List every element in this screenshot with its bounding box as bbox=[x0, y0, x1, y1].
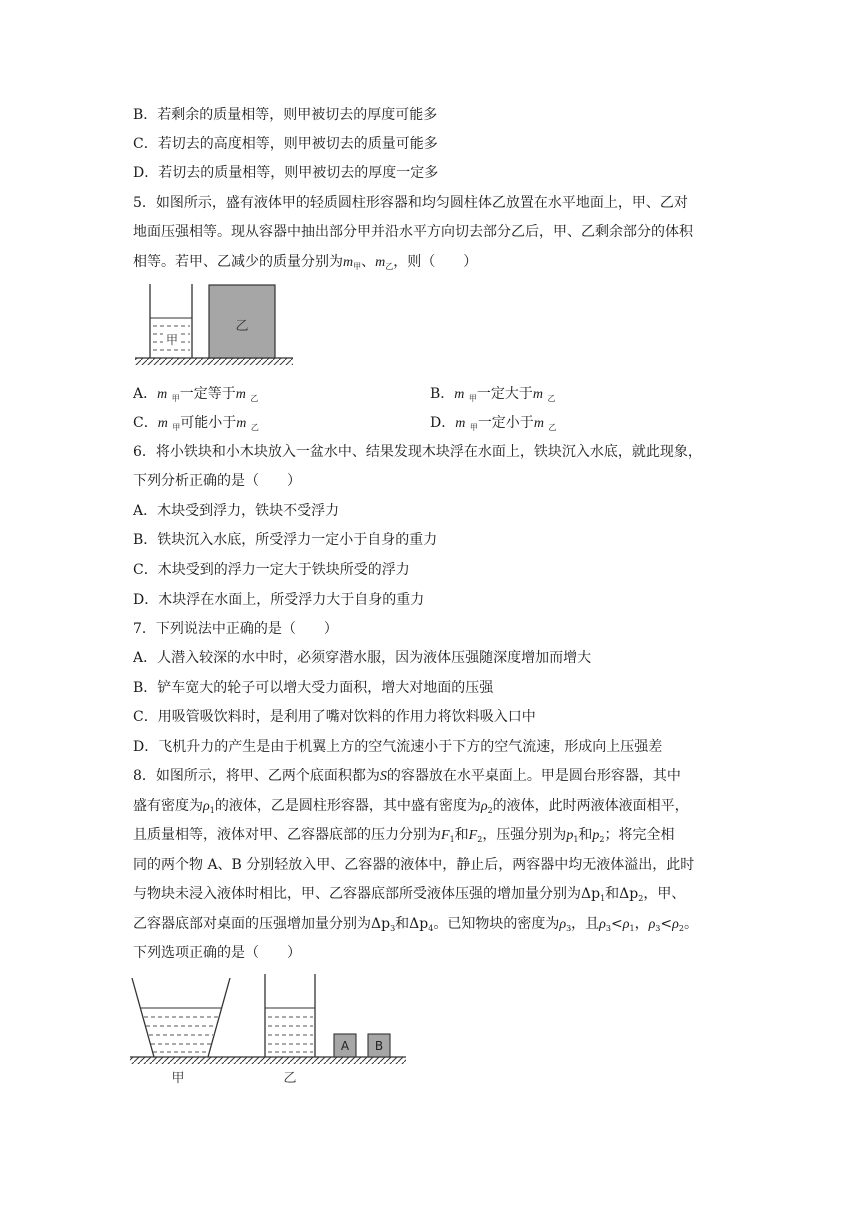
q8-stem-line6: 乙容器底部对桌面的压强增加量分别为$\Delta p_3$和$\Delta p_4$。已知物块的密度为$\rho_3$，且$\rho_3<\rho_1$，$\rho_3<\rho_2$。 bbox=[133, 916, 698, 933]
q6-stem-line1: 6．将小铁块和小木块放入一盆水中、结果发现木块浮在水面上，铁块沉入水底，就此现象， bbox=[133, 444, 702, 460]
q4-option-c: C．若切去的高度相等，则甲被切去的质量可能多 bbox=[133, 136, 438, 152]
q6-option-a: A．木块受到浮力，铁块不受浮力 bbox=[133, 503, 340, 519]
q8-stem-line2: 盛有密度为$\rho_1$的液体，乙是圆柱形容器，其中盛有密度为$\rho_2$的液体，此时两液体液面相平， bbox=[133, 798, 689, 815]
q5-option-c: C．m $_甲$可能小于m $_乙$ bbox=[133, 415, 259, 432]
q5-option-b: B．m $_甲$一定大于m $_乙$ bbox=[430, 386, 556, 403]
q8-block-b-label: B bbox=[374, 1039, 384, 1053]
q6-option-d: D．木块浮在水面上，所受浮力大于自身的重力 bbox=[133, 592, 425, 608]
q4-option-d: D．若切去的质量相等，则甲被切去的厚度一定多 bbox=[133, 165, 439, 181]
q8-container-jia bbox=[132, 978, 230, 1086]
q6-option-c: C．木块受到的浮力一定大于铁块所受的浮力 bbox=[133, 562, 410, 578]
q6-option-b: B．铁块沉入水底，所受浮力一定小于自身的重力 bbox=[133, 532, 438, 548]
q4-option-b: B．若剩余的质量相等，则甲被切去的厚度可能多 bbox=[133, 107, 438, 123]
q5-label-jia: 甲 bbox=[165, 333, 179, 347]
q8-label-jia: 甲 bbox=[171, 1071, 185, 1086]
q8-stem-line4: 同的两个物 A、B 分别轻放入甲、乙容器的液体中，静止后，两容器中均无液体溢出，此时 bbox=[133, 857, 695, 873]
q7-stem: 7．下列说法中正确的是（ ） bbox=[133, 621, 338, 637]
q7-option-a: A．人潜入较深的水中时，必须穿潜水服，因为液体压强随深度增加而增大 bbox=[133, 650, 592, 666]
q5-stem-line1: 5．如图所示，盛有液体甲的轻质圆柱形容器和均匀圆柱体乙放置在水平地面上，甲、乙对 bbox=[133, 195, 688, 211]
q8-container-yi bbox=[265, 974, 315, 1086]
q7-option-d: D．飞机升力的产生是由于机翼上方的空气流速小于下方的空气流速，形成向上压强差 bbox=[133, 739, 663, 755]
q8-label-yi: 乙 bbox=[283, 1071, 297, 1086]
q7-option-b: B．铲车宽大的轮子可以增大受力面积，增大对地面的压强 bbox=[133, 680, 494, 696]
q5-option-d: D．m $_甲$一定小于m $_乙$ bbox=[430, 415, 557, 432]
q5-figure bbox=[135, 282, 295, 366]
q8-ground bbox=[130, 1057, 406, 1064]
q5-cylinder-yi bbox=[209, 285, 275, 358]
q8-stem-line3: 且质量相等，液体对甲、乙容器底部的压力分别为$F_1$和$F_2$，压强分别为$p_1$和$p_2$；将完全相 bbox=[133, 827, 675, 844]
q5-option-a: A．m $_甲$一定等于m $_乙$ bbox=[133, 386, 259, 403]
q8-figure bbox=[128, 972, 412, 1088]
q8-block-a bbox=[334, 1034, 356, 1057]
q8-stem-line1: 8．如图所示，将甲、乙两个底面积都为S的容器放在水平桌面上。甲是圆台形容器，其中 bbox=[133, 768, 681, 784]
q7-option-c: C．用吸管吸饮料时，是利用了嘴对饮料的作用力将饮料吸入口中 bbox=[133, 709, 536, 725]
q5-container-jia bbox=[150, 284, 192, 358]
q8-stem-line5: 与物块未浸入液体时相比，甲、乙容器底部所受液体压强的增加量分别为$\Delta p_1$和$\Delta p_2$，甲、 bbox=[133, 886, 686, 903]
q5-label-yi: 乙 bbox=[235, 319, 249, 334]
q5-stem-line2: 地面压强相等。现从容器中抽出部分甲并沿水平方向切去部分乙后，甲、乙剩余部分的体积 bbox=[133, 224, 693, 240]
q8-block-a-label: A bbox=[340, 1039, 350, 1053]
q8-stem-line7: 下列选项正确的是（ ） bbox=[133, 945, 301, 961]
q5-ground bbox=[135, 358, 293, 365]
q5-stem-line3: 相等。若甲、乙减少的质量分别为$m_甲$、$m_乙$，则（ ） bbox=[133, 254, 478, 271]
q6-stem-line2: 下列分析正确的是（ ） bbox=[133, 473, 301, 489]
q8-block-b bbox=[368, 1034, 390, 1057]
